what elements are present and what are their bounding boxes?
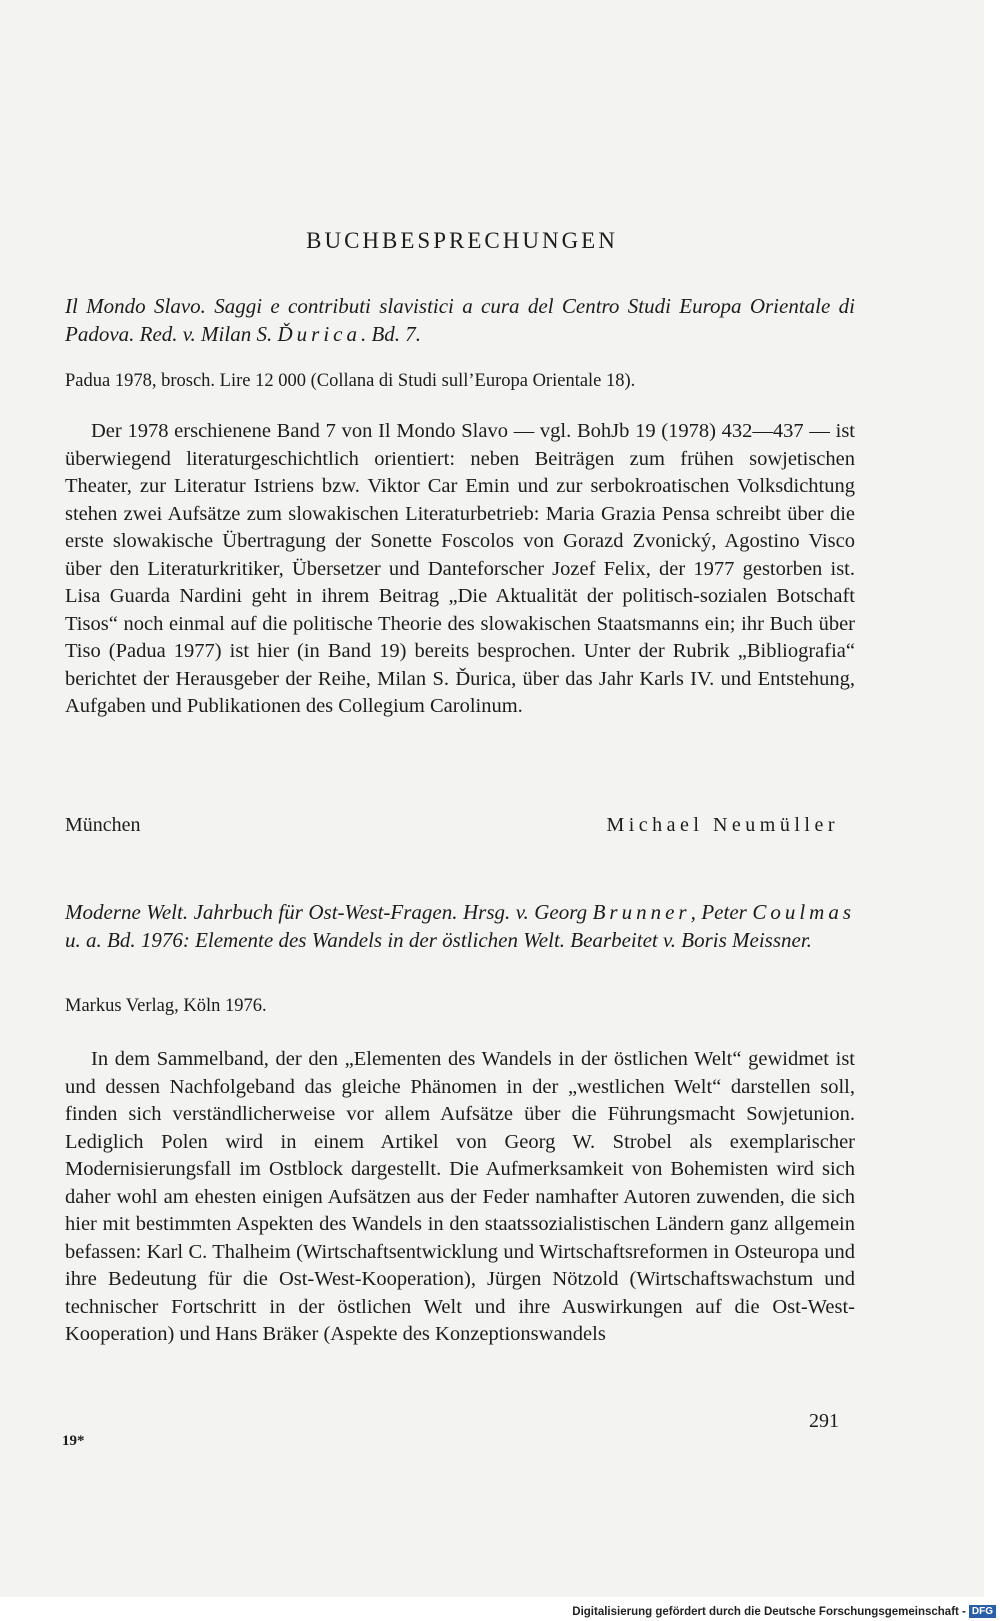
review-2-body: In dem Sammelband, der den „Elementen des Wandels in der östlichen Welt“ gewidmet ist und dessen Nachfolgeband das gleiche Phänomen in der „westlichen Welt“ darstellen soll, finden sich verständlicherweise vor allem Aufsätze über die Führungsmacht Sowjetunion. Lediglich Polen wird in einem Artikel von Georg W. Strobel als exemplarischer Modernisierungsfall im Ostblock dargestellt. Die Aufmerksamkeit von Bohemisten wird sich daher wohl am ehesten einigen Aufsätzen aus der Feder namhafter Autoren zuwenden, die sich hier mit bestimmten Aspekten des Wandels in den staatssozialistischen Ländern ganz allgemein befassen: Karl C. Thalheim (Wirtschaftsentwicklung und Wirtschaftsreformen in Osteuropa und ihre Bedeutung für die Ost-West-Kooperation), Jürgen Nötzold (Wirtschaftswachstum und technischer Fortschritt in der östlichen Welt und ihre Auswirkungen auf die Ost-West-Kooperation) und Hans Bräker (Aspekte des Konzeptionswandels (65, 1048, 855, 1345)
review-1-publication: Padua 1978, brosch. Lire 12 000 (Collana di Studi sull’Europa Orientale 18). (65, 371, 636, 391)
editor-name-1: Brunner (592, 900, 691, 924)
footer-text: Digitalisierung gefördert durch die Deutsche Forschungsgemeinschaft - (572, 1605, 966, 1618)
review-2-publication: Markus Verlag, Köln 1976. (65, 996, 267, 1016)
citation-text-end: . Bd. 7. (360, 322, 422, 346)
page-number: 291 (809, 1410, 839, 1432)
review-1-body: Der 1978 erschienene Band 7 von Il Mondo Slavo — vgl. BohJb 19 (1978) 432—437 — ist überwiegend literaturgeschichtlich orientiert: neben Beiträgen zum frühen sowjetischen Theater, zur Literatur Istriens bzw. Viktor Car Emin und zur serbokroatischen Volksdichtung stehen zwei Aufsätze zum slowakischen Literaturbetrieb: Maria Grazia Pensa schreibt über die erste slowakische Übertragung der Sonette Foscolos von Gorazd Zvonický, Agostino Visco über den Literaturkritiker, Übersetzer und Danteforscher Jozef Felix, der 1977 gestorben ist. Lisa Guarda Nardini geht in ihrem Beitrag „Die Aktualität der politisch-sozialen Botschaft Tisos“ noch einmal auf die politische Theorie des slowakischen Staatsmanns ein; ihr Buch über Tiso (Padua 1977) ist hier (in Band 19) bereits besprochen. Unter der Rubrik „Bibliografia“ berichtet der Herausgeber der Reihe, Milan S. Ďurica, über das Jahr Karls IV. und Entstehung, Aufgaben und Publikationen des Collegium Carolinum. (65, 420, 855, 717)
review-1-place: München (65, 814, 141, 836)
citation-text: Il Mondo Slavo. Saggi e contributi slavistici a cura del Centro Studi Europa Orientale di Padova. Red. v. Milan S. (65, 294, 855, 346)
section-heading: BUCHBESPRECHUNGEN (306, 228, 618, 253)
editor-name-2: Coulmas (752, 900, 855, 924)
review-1-reviewer: Michael Neumüller (606, 814, 839, 836)
review-1-citation (65, 292, 855, 348)
citation-text-end: u. a. Bd. 1976: Elemente des Wandels in der östlichen Welt. Bearbeitet v. Boris Meissner. (65, 928, 812, 952)
dfg-logo: DFG (969, 1605, 996, 1618)
sheet-signature: 19* (62, 1433, 85, 1449)
citation-text-mid: , Peter (690, 900, 753, 924)
review-2-citation (65, 898, 855, 954)
digitization-footer (572, 1605, 996, 1618)
citation-text: Moderne Welt. Jahrbuch für Ost-West-Fragen. Hrsg. v. Georg (65, 900, 593, 924)
editor-name: Ďurica (277, 322, 361, 346)
